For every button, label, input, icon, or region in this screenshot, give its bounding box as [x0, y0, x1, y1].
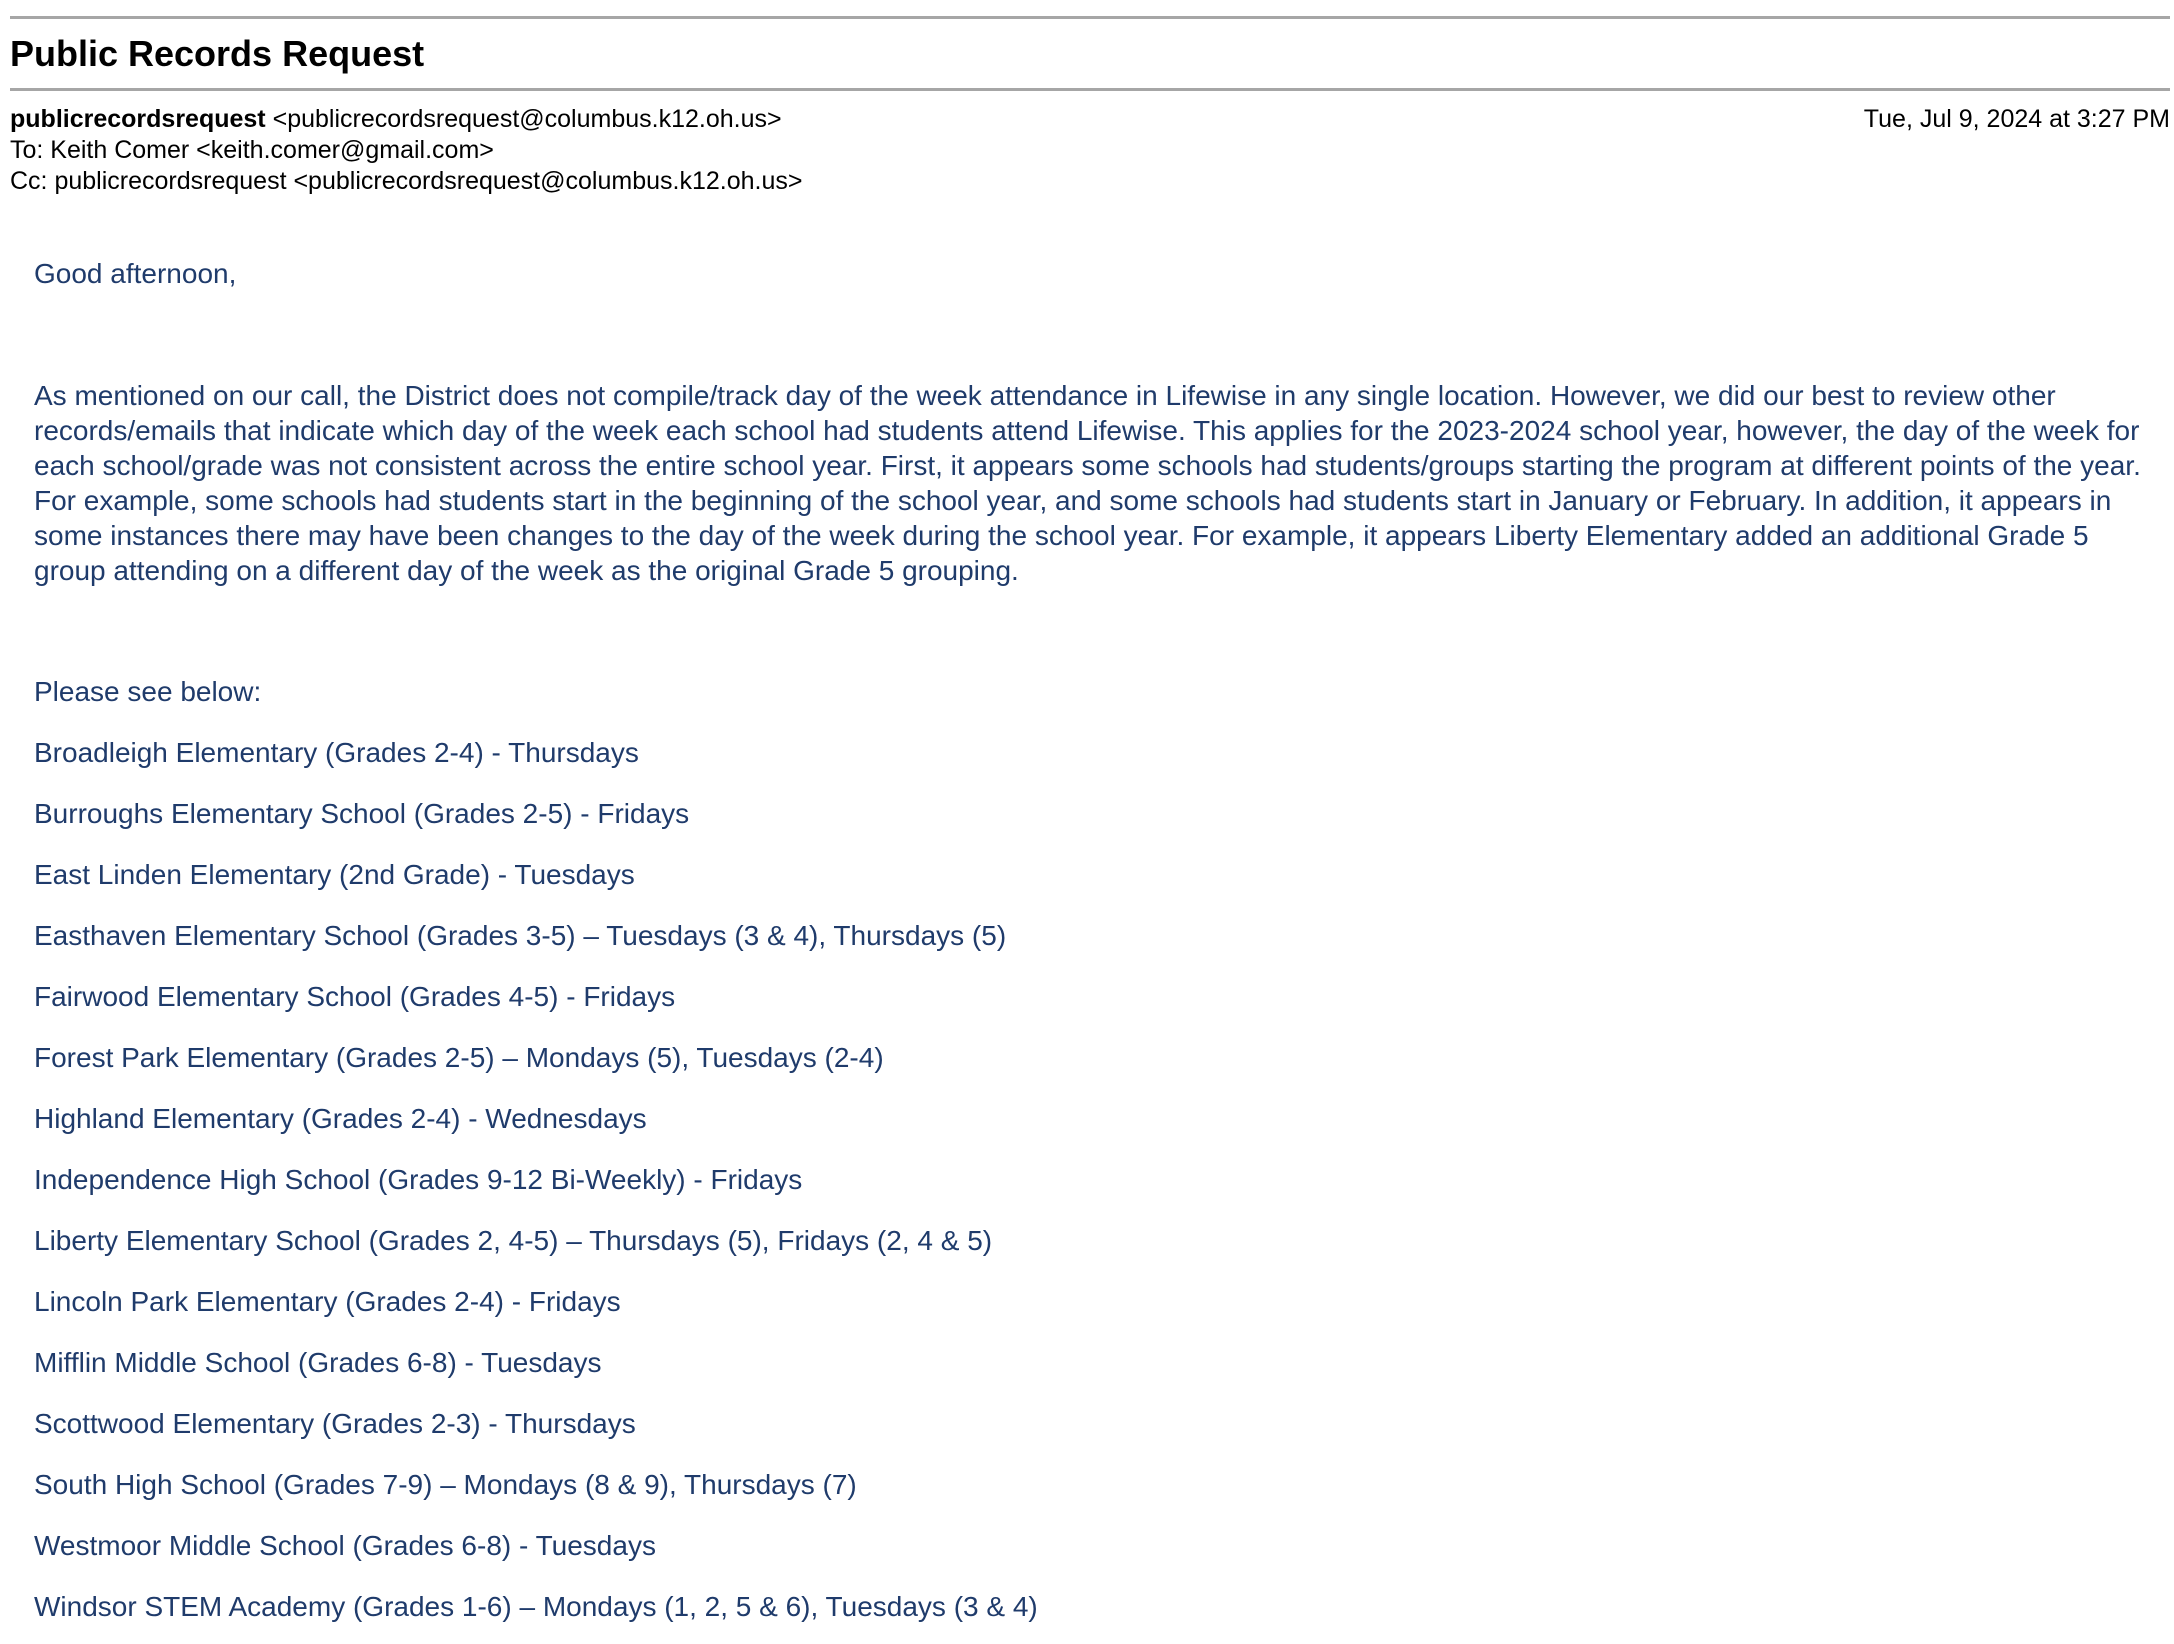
list-item: Easthaven Elementary School (Grades 3-5) – Tuesdays (3 & 4), Thursdays (5) — [34, 920, 1007, 951]
list-item: Highland Elementary (Grades 2-4) - Wednesdays — [34, 1103, 647, 1134]
greeting: Good afternoon, — [34, 258, 237, 289]
list-item: Forest Park Elementary (Grades 2-5) – Mondays (5), Tuesdays (2-4) — [34, 1042, 884, 1073]
list-item: Burroughs Elementary School (Grades 2-5) - Fridays — [34, 798, 690, 829]
list-item: Fairwood Elementary School (Grades 4-5) - Fridays — [34, 981, 676, 1012]
top-divider — [10, 16, 2170, 19]
to-line[interactable]: To: Keith Comer <keith.comer@gmail.com> — [10, 136, 494, 164]
list-item: Independence High School (Grades 9-12 Bi-Weekly) - Fridays — [34, 1164, 803, 1195]
sender-name[interactable]: publicrecordsrequest — [10, 105, 266, 133]
email-date: Tue, Jul 9, 2024 at 3:27 PM — [1863, 105, 2170, 133]
cc-line[interactable]: Cc: publicrecordsrequest <publicrecordsrequest@columbus.k12.oh.us> — [10, 167, 803, 195]
email-body — [34, 256, 2144, 1644]
list-item: East Linden Elementary (2nd Grade) - Tuesdays — [34, 859, 635, 890]
list-item: Liberty Elementary School (Grades 2, 4-5) – Thursdays (5), Fridays (2, 4 & 5) — [34, 1225, 993, 1256]
list-item: Windsor STEM Academy (Grades 1-6) – Mondays (1, 2, 5 & 6), Tuesdays (3 & 4) — [34, 1591, 1038, 1622]
list-intro: Please see below: — [34, 676, 262, 707]
subject-divider — [10, 88, 2170, 91]
list-item: Lincoln Park Elementary (Grades 2-4) - Fridays — [34, 1286, 621, 1317]
list-item: Westmoor Middle School (Grades 6-8) - Tuesdays — [34, 1530, 656, 1561]
from-line — [10, 104, 2170, 135]
list-item: South High School (Grades 7-9) – Mondays (8 & 9), Thursdays (7) — [34, 1469, 857, 1500]
email-subject: Public Records Request — [10, 33, 425, 74]
school-schedule-list — [34, 735, 2144, 1644]
body-paragraph: As mentioned on our call, the District does not compile/track day of the week attendance in Lifewise in any single location. However, we did our best to review other records/emails that indicate which day of the week each school had students attend Lifewise. This applies for the 2023-2024 school year, however, the day of the week for each school/grade was not consistent across the entire school year. First, it appears some schools had students/groups starting the program at different points of the year. For example, some schools had students start in the beginning of the school year, and some schools had students start in January or February. In addition, it appears in some instances there may have been changes to the day of the week during the school year. For example, it appears Liberty Elementary added an additional Grade 5 group attending on a different day of the week as the original Grade 5 grouping. — [34, 380, 2141, 586]
list-item: Mifflin Middle School (Grades 6-8) - Tuesdays — [34, 1347, 602, 1378]
list-item: Scottwood Elementary (Grades 2-3) - Thursdays — [34, 1408, 636, 1439]
list-item: Broadleigh Elementary (Grades 2-4) - Thursdays — [34, 737, 639, 768]
sender-address[interactable]: <publicrecordsrequest@columbus.k12.oh.us> — [272, 105, 782, 133]
email-headers — [10, 104, 2170, 197]
